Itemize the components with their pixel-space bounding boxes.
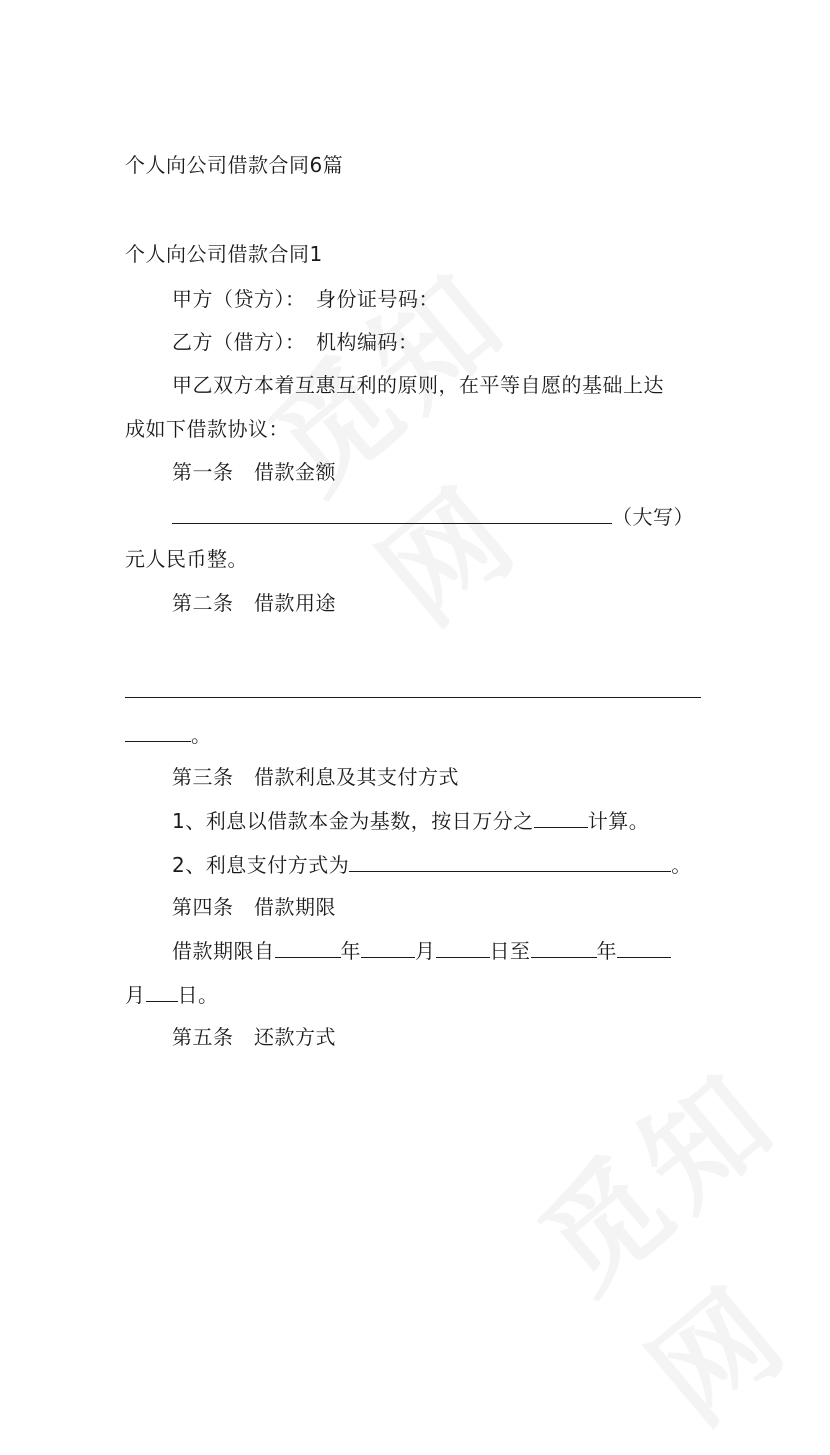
amount-blank — [172, 503, 612, 524]
end-month-blank-start — [617, 937, 671, 958]
article-1-heading: 第一条 借款金额 — [172, 460, 336, 484]
article-1-currency-line: 元人民币整。 — [125, 547, 248, 571]
end-year-label: 年 — [596, 939, 617, 963]
watermark-bottom — [499, 999, 830, 1422]
article-1-amount-line — [172, 503, 694, 530]
article-2-heading: 第二条 借款用途 — [172, 591, 336, 615]
start-year-blank — [275, 937, 341, 958]
end-day-blank — [146, 981, 178, 1002]
payment-method-blank — [349, 851, 671, 872]
interest-rate-blank — [534, 807, 588, 828]
payment-method-period: 。 — [671, 853, 692, 877]
party-a-line: 甲方（贷方）： 身份证号码： — [172, 287, 439, 311]
interest-rate-suffix: 计算。 — [587, 809, 650, 833]
end-month-label: 月 — [125, 983, 146, 1007]
loan-term-line2 — [125, 981, 219, 1008]
section-title: 个人向公司借款合同1 — [125, 242, 323, 266]
start-day-blank — [436, 937, 490, 958]
end-year-blank — [531, 937, 597, 958]
start-year-label: 年 — [340, 939, 361, 963]
end-day-label: 日。 — [177, 983, 219, 1007]
purpose-period: 。 — [191, 723, 212, 747]
purpose-blank-line — [125, 677, 701, 704]
article-4-heading: 第四条 借款期限 — [172, 895, 336, 919]
document-title: 个人向公司借款合同6篇 — [125, 153, 344, 177]
amount-capital-label: （大写） — [612, 505, 694, 529]
interest-rate-text: 1、利息以借款本金为基数，按日万分之 — [172, 809, 534, 833]
intro-paragraph-line2: 成如下借款协议： — [125, 417, 289, 441]
start-day-label: 日至 — [489, 939, 531, 963]
purpose-blank-line2 — [125, 721, 212, 748]
payment-method-text: 2、利息支付方式为 — [172, 853, 350, 877]
start-month-label: 月 — [415, 939, 436, 963]
start-month-blank — [361, 937, 415, 958]
intro-paragraph-line1: 甲乙双方本着互惠互利的原则，在平等自愿的基础上达 — [172, 373, 664, 397]
article-3-item-2 — [172, 851, 692, 878]
purpose-blank-end — [125, 721, 191, 742]
term-start-label: 借款期限自 — [172, 939, 275, 963]
article-3-item-1 — [172, 807, 649, 834]
article-3-heading: 第三条 借款利息及其支付方式 — [172, 765, 459, 789]
article-5-heading: 第五条 还款方式 — [172, 1025, 336, 1049]
watermark-text-bottom — [516, 1045, 815, 1450]
loan-term-line — [172, 937, 671, 964]
purpose-blank — [125, 677, 701, 698]
party-b-line: 乙方（借方）： 机构编码： — [172, 330, 419, 354]
